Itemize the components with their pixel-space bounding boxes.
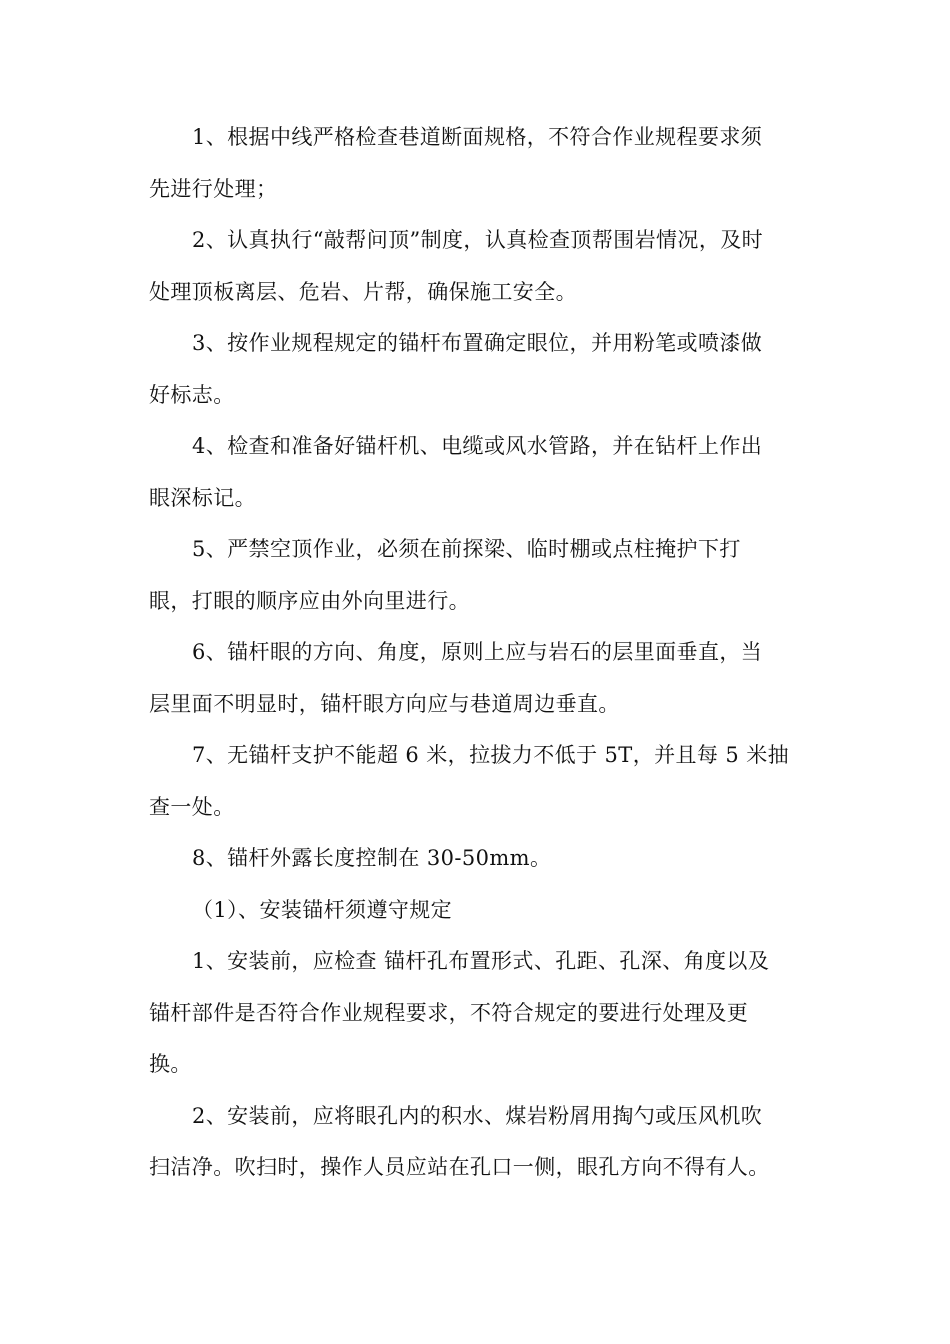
document-body: [149, 112, 799, 1194]
paragraph-step-2: [149, 215, 799, 318]
section-heading-text: （1）、安装锚杆须遵守规定: [192, 897, 453, 922]
paragraph-step-5: [149, 524, 799, 627]
text-line: 眼深标记。: [149, 485, 256, 510]
text-line: 眼，打眼的顺序应由外向里进行。: [149, 588, 470, 613]
text-line: 1、根据中线严格检查巷道断面规格，不符合作业规程要求须: [192, 125, 763, 149]
text-line: 先进行处理；: [149, 176, 278, 201]
text-line: 处理顶板离层、危岩、片帮，确保施工安全。: [149, 279, 577, 304]
text-line: 2、安装前，应将眼孔内的积水、煤岩粉屑用掏勺或压风机吹: [192, 1103, 763, 1128]
text-line: 查一处。: [149, 794, 235, 819]
text-line: 6、锚杆眼的方向、角度，原则上应与岩石的层里面垂直，当: [192, 640, 763, 664]
text-line: 4、检查和准备好锚杆机、电缆或风水管路，并在钻杆上作出: [192, 434, 763, 458]
paragraph-step-4: [149, 421, 799, 524]
paragraph-step-1: [149, 112, 799, 215]
text-line: 层里面不明显时，锚杆眼方向应与巷道周边垂直。: [149, 691, 620, 716]
text-line: 2、认真执行“敲帮问顶”制度，认真检查顶帮围岩情况，及时: [192, 228, 764, 252]
text-line: 扫洁净。吹扫时，操作人员应站在孔口一侧，眼孔方向不得有人。: [149, 1155, 770, 1179]
text-line: 好标志。: [149, 382, 235, 407]
paragraph-step-8: [149, 833, 799, 885]
paragraph-step-3: [149, 318, 799, 421]
paragraph-install-step-1: [149, 936, 799, 1091]
paragraph-install-step-2: [149, 1091, 799, 1194]
text-line: 7、无锚杆支护不能超 6 米，拉拔力不低于 5T，并且每 5 米抽: [192, 743, 790, 767]
text-line: 1、安装前，应检查 锚杆孔布置形式、孔距、孔深、角度以及: [192, 949, 770, 973]
paragraph-step-7: [149, 730, 799, 833]
text-line: 锚杆部件是否符合作业规程要求，不符合规定的要进行处理及更: [149, 1000, 749, 1025]
paragraph-step-6: [149, 627, 799, 730]
text-line: 换。: [149, 1052, 192, 1076]
text-line: 8、锚杆外露长度控制在 30-50mm。: [192, 846, 552, 870]
text-line: 3、按作业规程规定的锚杆布置确定眼位，并用粉笔或喷漆做: [192, 331, 763, 355]
text-line: 5、严禁空顶作业，必须在前探梁、临时棚或点柱掩护下打: [192, 537, 741, 561]
section-heading: [149, 885, 799, 937]
